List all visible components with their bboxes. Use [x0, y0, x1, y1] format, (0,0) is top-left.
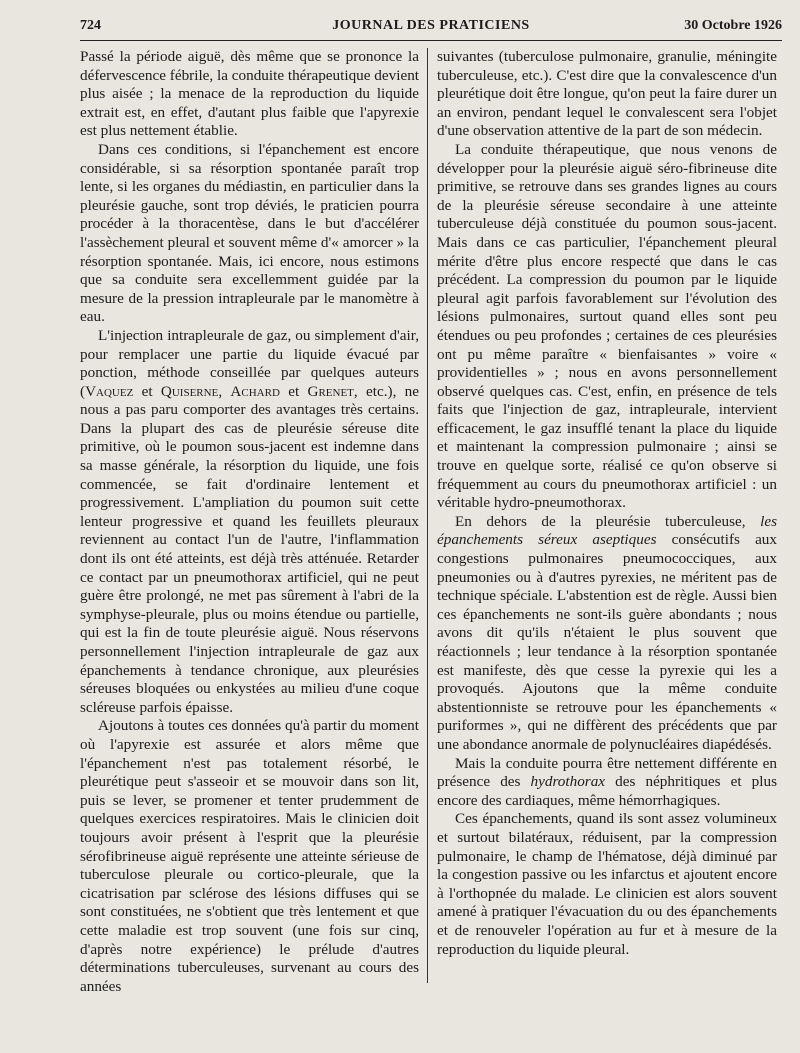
- emphasis: hydrothorax: [530, 773, 606, 791]
- text-run: Mais la conduite pourra être nettement différente en présence des: [437, 754, 777, 791]
- text-run: , etc.), ne nous a pas paru comporter des avantages très certains. Dans la plupart des cas de pleurésie séreuse dite primitive, où le poumon sous-jacent est indemne dans sa masse générale, la résorption du liquide, une fois commencée, se fait d'ordinaire lentement et progressivement. L'ampliation du poumon suit cette lenteur progressive et quand les feuillets pleuraux reviennent au contact l'un de l'autre, l'inflammation dont ils ont été atteints, est déjà très atténuée. Retarder ce contact par un pneumothorax artificiel, qui ne peut guère être prolongé, ne met pas sûrement à l'abri de la symphyse-pleurale, plus ou moins étendue ou partielle, qui est la fin de toute pleurésie aiguë. Nous réservons personnellement l'injection intrapleurale de gaz aux épanchements à tendance chronique, aux pleurésies séreuses bloquées ou enkystées au milieu d'une coque scléreuse parfois épaisse.: [80, 382, 419, 716]
- paragraph: [437, 513, 777, 755]
- journal-title: JOURNAL DES PRATICIENS: [332, 18, 530, 33]
- text-run: et: [279, 382, 308, 400]
- text-run: des néphritiques et plus encore des cardiaques, même hémorrhagiques.: [437, 773, 777, 809]
- author-name: Vaquez: [85, 382, 134, 400]
- emphasis: les épanchements séreux aseptiques: [437, 512, 777, 549]
- column-divider: [427, 48, 428, 983]
- text-run: et: [133, 382, 161, 400]
- paragraph: suivantes (tuberculose pulmonaire, granulie, méningite tuberculeuse, etc.). C'est dire que la convalescence d'un pleurétique doit être longue, qu'on peut la faire durer un an environ, pendant lequel le convalescent sera l'objet d'une observation attentive de la part de son médecin.: [437, 48, 777, 140]
- page-header: [80, 16, 782, 41]
- text-run: consécutifs aux congestions pulmonaires pneumococciques, aux pneumonies ou à d'autres pyrexies, ne méritent pas de technique spéciale. L'abstention est de règle. Aussi bien ces épanchements ne sont-ils guère abondants ; nous avons dit qu'ils n'étaient le plus souvent que réactionnels ; leur tendance à la résorption spontanée est manifeste, dès que cesse la pyrexie qui les a provoqués. Ajoutons que la même conduite abstentionniste se retrouve pour les épanchements « puriformes », qui ne diffèrent des précédents que par une abondance anormale de polynucléaires diapédésés.: [437, 531, 777, 753]
- text-run: L'injection intrapleurale de gaz, ou simplement d'air, pour remplacer une partie du liquide évacué par ponction, méthode conseillée par quelques auteurs (: [80, 326, 419, 400]
- paragraph: [437, 755, 777, 811]
- text-run: En dehors de la pleurésie tuberculeuse,: [455, 512, 761, 530]
- author-name: Quiserne: [160, 382, 219, 400]
- paragraph: Passé la période aiguë, dès même que se prononce la défervescence fébrile, la conduite thérapeutique devient plus aisée ; la menace de la reproduction du liquide extrait est, en effet, d'autant plus faible que l'apyrexie est plus nettement établie.: [80, 48, 419, 140]
- left-column: [80, 48, 419, 1048]
- author-name: Achard: [230, 382, 280, 400]
- paragraph: Ces épanchements, quand ils sont assez volumineux et surtout bilatéraux, réduisent, par la compression pulmonaire, le champ de l'hématose, déjà diminué par la congestion passive ou les infarctus et ajoutent encore à l'orthopnée du malade. Le clinicien est alors souvent amené à pratiquer l'évacuation du ou des épanchements et de renouveler l'opération au fur et à mesure de la reproduction du liquide pleural.: [437, 810, 777, 958]
- paragraph: [80, 327, 419, 717]
- page-number: 724: [80, 18, 101, 33]
- issue-date: 30 Octobre 1926: [684, 18, 782, 33]
- right-column: [437, 48, 777, 1048]
- author-name: Grenet: [307, 382, 354, 400]
- paragraph: La conduite thérapeutique, que nous venons de développer pour la pleurésie aiguë séro-fibrineuse dite primitive, se retrouve dans ses grandes lignes au cours de la pleurésie séreuse secondaire à une atteinte tuberculeuse déjà constituée du poumon sous-jacent. Mais dans ce cas particulier, l'épanchement pleural mérite d'être plus encore respecté que dans le cas précédent. La compression du poumon par le liquide pleural agit parfois favorablement sur l'évolution des lésions pulmonaires, surtout quand elles sont peu étendues ou peu profondes ; certaines de ces pleurésies ont pu même paraître « bienfaisantes » voire « providentielles » ; nous en avons personnellement observé quelques cas. C'est, enfin, en présence de tels faits que l'injection de gaz, intrapleurale, intervient efficacement, le gaz insufflé tenant la place du liquide et maintenant la compression pulmonaire ; ainsi se trouve en quelque sorte, réalisé ce qu'on observe si fréquemment au cours du pneumothorax artificiel : un véritable hydro-pneumothorax.: [437, 140, 777, 512]
- text-run: ,: [218, 382, 231, 400]
- paragraph: Ajoutons à toutes ces données qu'à partir du moment où l'apyrexie est assurée et alors même que l'épanchement n'est pas totalement résorbé, le pleurétique peut s'asseoir et se mouvoir dans son lit, puis se lever, se promener et tenter prudemment de quelques exercices respiratoires. Mais le clinicien doit toujours avoir présent à l'esprit que la pleurésie sérofibrineuse aiguë représente une atteinte sérieuse de tuberculose pleurale ou cortico-pleurale, que la cicatrisation par sclérose des lésions diffuses qui se sont constituées, ne s'obtient que très lentement et que cette maladie est trop souvent (une fois sur cinq, d'après notre expérience) le prélude d'autres déterminations tuberculeuses, survenant au cours des années: [80, 717, 419, 995]
- paragraph: Dans ces conditions, si l'épanchement est encore considérable, si sa résorption spontanée paraît trop lente, si les organes du médiastin, en particulier dans la pleurésie gauche, sont trop déviés, le praticien pourra procéder à la thoracentèse, dans le but d'accélérer l'assèchement pleural et souvent même d'« amorcer » la résorption spontanée. Mais, ici encore, nous estimons que sa conduite sera excellemment guidée par la mesure de la pression intrapleurale par le manomètre à eau.: [80, 140, 419, 326]
